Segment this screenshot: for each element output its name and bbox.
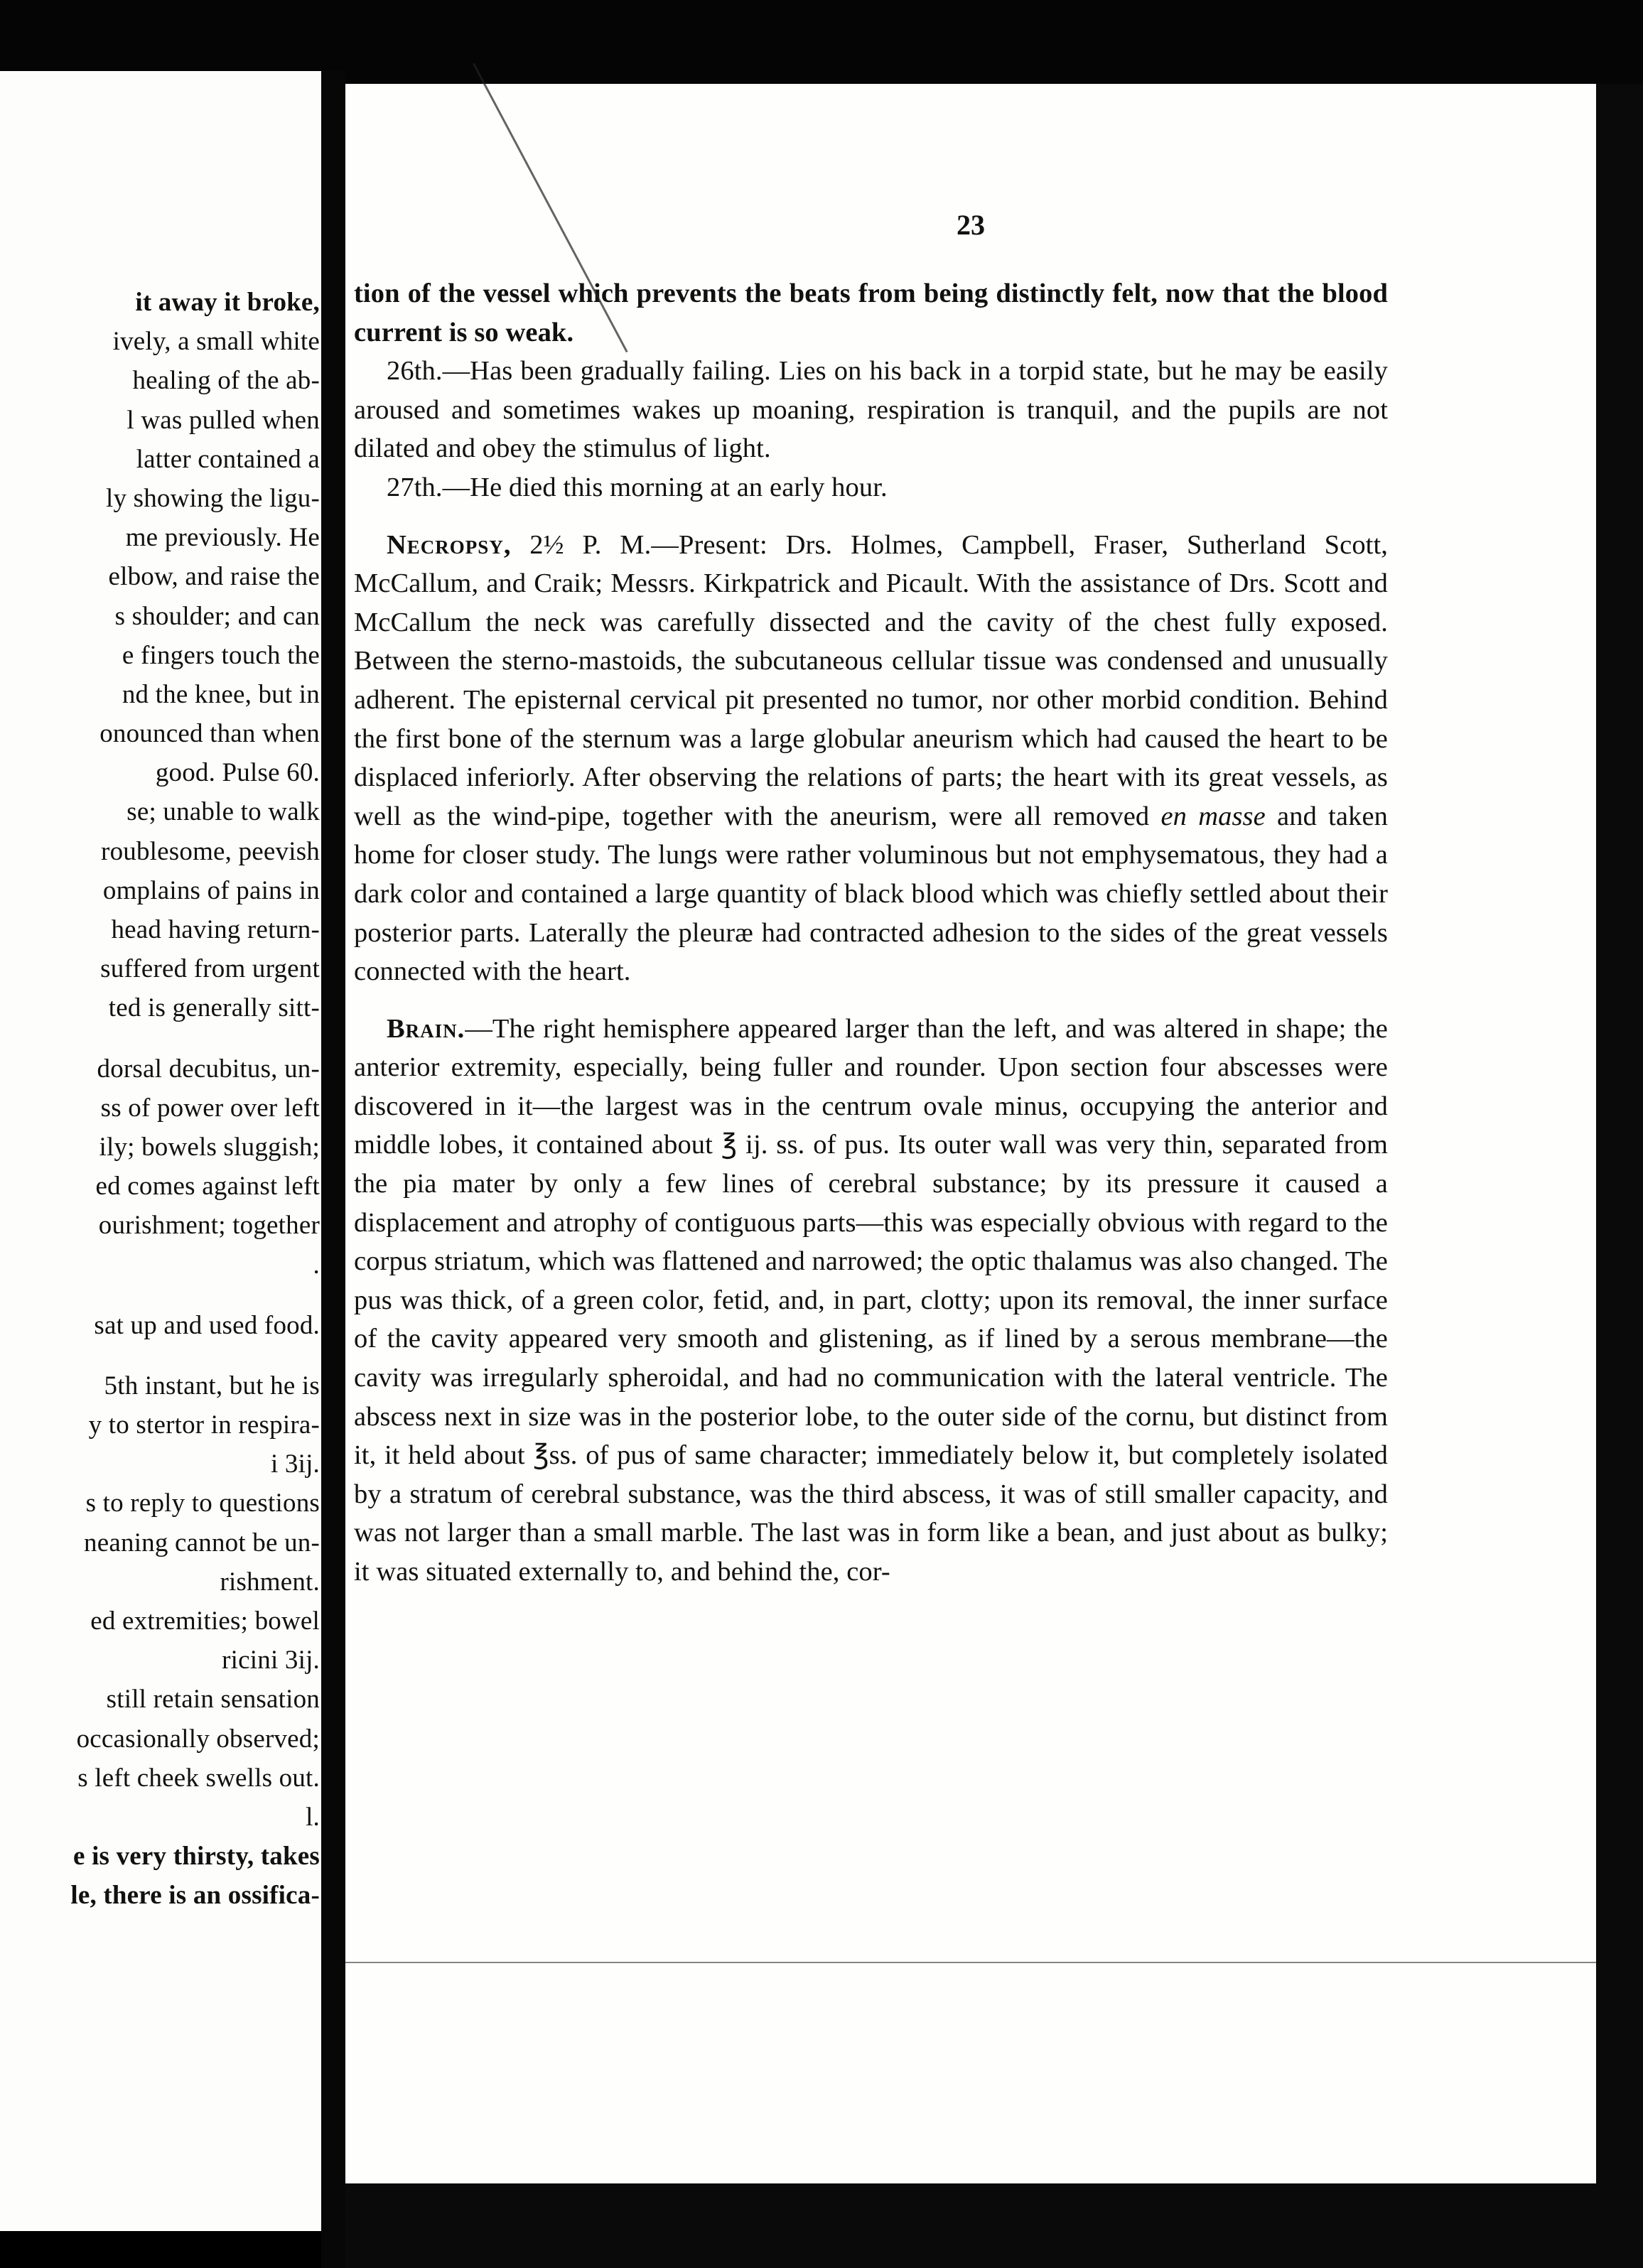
left-page [0, 71, 321, 2231]
left-page-line: ricini 3ij. [222, 1646, 320, 1675]
left-page-line: s to reply to questions [85, 1489, 320, 1518]
necropsy-text: 2½ P. M.—Present: Drs. Holmes, Campbell, Fraser, Sutherland Scott, McCallum, and Craik; Messrs. Kirkpatrick and Picault. With the assistance of Drs. Scott and McCallum the neck was carefully dissected and the cavity of the chest fully exposed. Between the sterno-mastoids, the subcutaneous cellular tissue was condensed and unusually adherent. The episternal cervical pit presented no tumor, nor other morbid condition. Behind the first bone of the sternum was a large globular aneurism which had caused the heart to be displaced inferiorly. After observing the relations of parts; the heart with its great vessels, as well as the wind-pipe, together with the aneurism, were all removed [354, 529, 1388, 831]
left-page-line: suffered from urgent [100, 954, 320, 984]
left-page-line: . [313, 1250, 320, 1280]
left-page-line: healing of the ab- [132, 366, 320, 396]
left-page-line: good. Pulse 60. [155, 758, 320, 788]
necropsy-text-end: and taken home for closer study. The lungs were rather voluminous but not emphysematous, they had a dark color and contained a large quantity of black blood which was chiefly settled about their posterior parts. Laterally the pleuræ had contracted adhesion to the sides of the great vessels connected with the heart. [354, 801, 1389, 987]
left-page-line: neaning cannot be un- [84, 1528, 320, 1557]
left-page-line: elbow, and raise the [108, 562, 320, 592]
left-page-line: ively, a small white [112, 327, 320, 357]
en-masse-italic: en masse [1160, 801, 1266, 831]
paragraph-26th: 26th.—Has been gradually failing. Lies on his back in a torpid state, but he may be easily aroused and sometimes wakes up moaning, respiration is tranquil, and the pupils are not dilated and obey the stimulus of light. [354, 356, 1388, 464]
paragraph-brain [354, 1010, 1388, 1592]
left-page-line: ss of power over left [100, 1093, 320, 1123]
left-page-line: latter contained a [136, 444, 320, 474]
left-page-line: 5th instant, but he is [104, 1371, 320, 1400]
left-page-line: nd the knee, but in [122, 679, 320, 709]
left-page-line: rishment. [220, 1567, 320, 1597]
left-page-line: ed extremities; bowel [90, 1606, 320, 1636]
left-page-line: i 3ij. [270, 1449, 320, 1479]
brain-text: —The right hemisphere appeared larger than the left, and was altered in shape; the anterior extremity, especially, being fuller and rounder. Upon section four abscesses were discovered in it—the largest was in the centrum ovale minus, occupying the anterior and middle lobes, it contained about ℥ ij. ss. of pus. Its outer wall was very thin, separated from the pia mater by only a few lines of cerebral substance; by its pressure it caused a displacement and atrophy of contiguous parts—this was especially obvious with regard to the corpus striatum, which was flattened and narrowed; the optic thalamus was also changed. The pus was thick, of a green color, fetid, and, in part, clotty; upon its removal, the inner surface of the cavity appeared very smooth and glistening, as if lined by a serous membrane—the cavity was irregularly spheroidal, and had no communication with the lateral ventricle. The abscess next in size was in the posterior lobe, to the outer side of the cornu, but distinct from it, it held about ℥ss. of pus of same character; immediately below it, but completely isolated by a stratum of cerebral substance, was the third abscess, it was of still smaller capacity, and was not larger than a small marble. The last was in form like a bean, and just about as bulky; it was situated externally to, and behind the, cor- [354, 1013, 1388, 1587]
paragraph-necropsy [354, 526, 1388, 991]
left-page-line: sat up and used food. [94, 1310, 320, 1340]
page-number: 23 [957, 209, 985, 241]
left-page-line: l was pulled when [126, 405, 320, 435]
left-page-line: onounced than when [99, 719, 320, 749]
left-page-line: head having return- [111, 915, 320, 944]
left-page-text [0, 283, 321, 1916]
necropsy-heading: Necropsy, [387, 529, 512, 560]
page-body [354, 274, 1388, 1592]
left-page-line: y to stertor in respira- [88, 1410, 320, 1440]
left-page-line: still retain sensation [106, 1685, 320, 1714]
right-page [345, 84, 1596, 2183]
paragraph-27th: 27th.—He died this morning at an early hour. [387, 472, 888, 502]
left-page-line: occasionally observed; [76, 1724, 320, 1754]
fold-line [345, 1962, 1596, 1963]
left-page-line: it away it broke, [135, 288, 320, 317]
left-page-line: ed comes against left [95, 1172, 320, 1202]
left-page-line: le, there is an ossifica- [70, 1881, 320, 1911]
left-page-line: ourishment; together [98, 1211, 320, 1241]
scan-border-bottom [345, 2183, 1643, 2268]
left-page-line: e fingers touch the [122, 640, 320, 670]
paragraph-continuation: tion of the vessel which prevents the beats from being distinctly felt, now that the blood current is so weak. [354, 279, 1388, 347]
left-page-line: s left cheek swells out. [77, 1763, 320, 1793]
left-page-line: l. [306, 1802, 320, 1832]
left-page-line: ted is generally sitt- [108, 993, 320, 1023]
left-page-line: ily; bowels sluggish; [99, 1132, 320, 1162]
left-page-line: se; unable to walk [126, 797, 320, 827]
left-page-line: roublesome, peevish [101, 836, 320, 866]
left-page-line: e is very thirsty, takes [73, 1842, 320, 1872]
left-page-line: ly showing the ligu- [105, 483, 320, 513]
brain-heading: Brain. [387, 1013, 465, 1044]
scan-border-right [1596, 84, 1643, 2268]
left-page-line: s shoulder; and can [114, 601, 320, 631]
left-page-line: dorsal decubitus, un- [97, 1054, 320, 1084]
left-page-line: me previously. He [125, 523, 320, 553]
left-page-line: omplains of pains in [102, 875, 320, 905]
book-gutter [321, 71, 345, 2268]
